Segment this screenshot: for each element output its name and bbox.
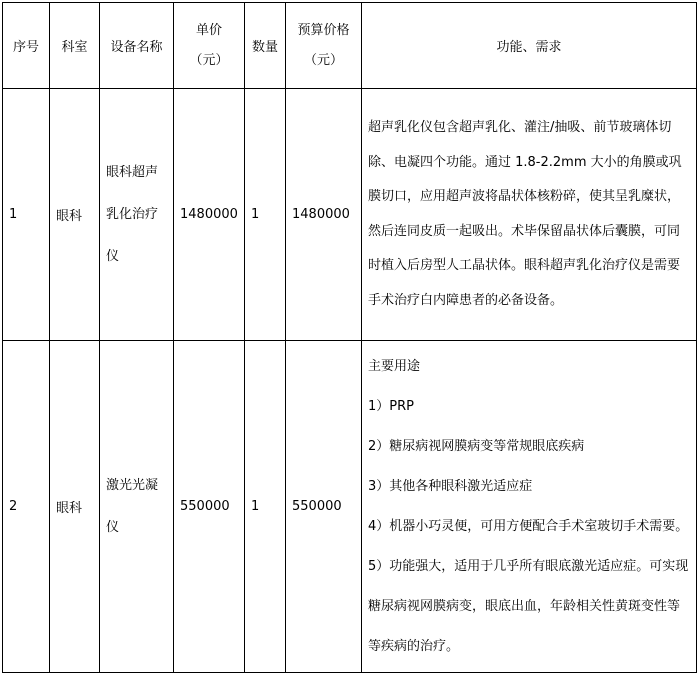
row-index: 2	[3, 341, 50, 673]
header-unit-price-label: 单价	[195, 22, 222, 38]
row-unit-price: 1480000	[174, 89, 245, 341]
header-budget-label: 预算价格	[297, 22, 350, 38]
usage-item: 4）机器小巧灵便，可用方便配合手术室玻切手术需要。	[368, 518, 689, 534]
row-unit-price: 550000	[174, 341, 245, 673]
header-row	[3, 3, 697, 89]
equipment-table	[2, 2, 697, 673]
header-budget	[286, 3, 362, 89]
row-budget: 1480000	[286, 89, 362, 341]
header-function: 功能、需求	[362, 3, 697, 89]
row-index: 1	[3, 89, 50, 341]
usage-item: 1）PRP	[368, 398, 414, 414]
usage-item: 3）其他各种眼科激光适应症	[368, 478, 533, 494]
table-row	[3, 341, 697, 673]
header-device-name: 设备名称	[100, 3, 174, 89]
header-unit-price	[174, 3, 245, 89]
row-department: 眼科	[50, 341, 100, 673]
usage-item: 5）功能强大，适用于几乎所有眼底激光适应症。可实现糖尿病视网膜病变，眼底出血，年龄相关性黄斑变性等等疾病的治疗。	[368, 558, 689, 654]
header-department: 科室	[50, 3, 100, 89]
row-description	[362, 341, 697, 673]
row-quantity: 1	[245, 89, 286, 341]
usage-title: 主要用途	[368, 358, 421, 374]
row-quantity: 1	[245, 341, 286, 673]
row-device-name: 眼科超声乳化治疗仪	[100, 89, 174, 341]
usage-item: 2）糖尿病视网膜病变等常规眼底疾病	[368, 438, 585, 454]
header-budget-unit: （元）	[303, 52, 343, 68]
row-description: 超声乳化仪包含超声乳化、灌注/抽吸、前节玻璃体切除、电凝四个功能。通过 1.8-2.2mm 大小的角膜或巩膜切口，应用超声波将晶状体核粉碎，使其呈乳糜状，然后连同皮质一起吸出。术毕保留晶状体后囊膜，可同时植入后房型人工晶状体。眼科超声乳化治疗仪是需要手术治疗白内障患者的必备设备。	[362, 89, 697, 341]
row-device-name: 激光光凝仪	[100, 341, 174, 673]
header-index: 序号	[3, 3, 50, 89]
row-budget: 550000	[286, 341, 362, 673]
header-unit-price-unit: （元）	[189, 52, 229, 68]
header-quantity: 数量	[245, 3, 286, 89]
row-department: 眼科	[50, 89, 100, 341]
table-row	[3, 89, 697, 341]
